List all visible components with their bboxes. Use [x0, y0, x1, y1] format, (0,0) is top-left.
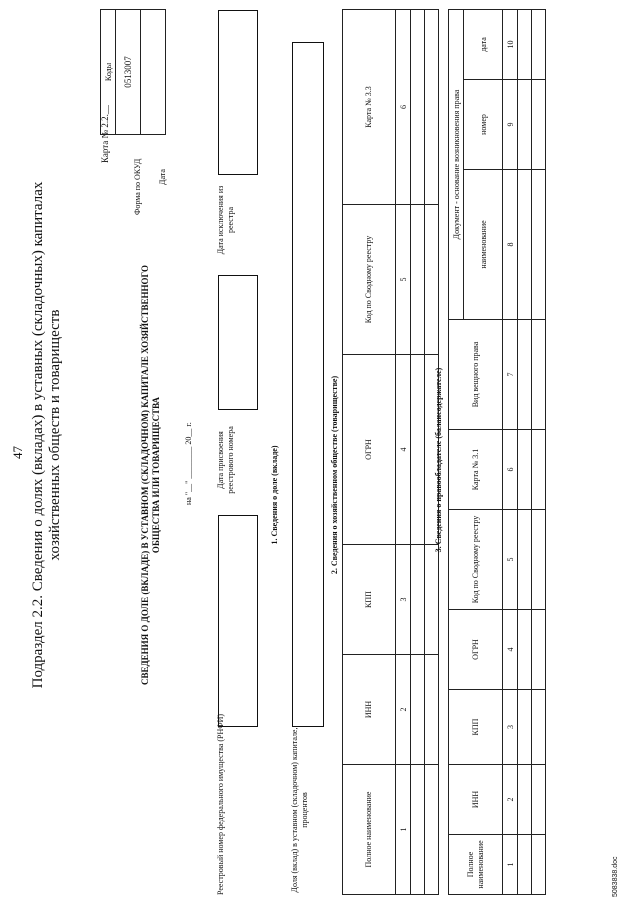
section1-title: 1. Сведения о доле (вкладе) [270, 445, 279, 545]
table-row [532, 9, 546, 894]
col-number: 9 [503, 80, 518, 170]
okud-code: 0513007 [116, 10, 141, 135]
form-title: СВЕДЕНИЯ О ДОЛЕ (ВКЛАДЕ) В УСТАВНОМ (СКЛАДОЧНОМ) КАПИТАЛЕ ХОЗЯЙСТВЕННОГО ОБЩЕСТВА ИЛИ ТОВАРИЩЕСТВА [140, 264, 162, 686]
col-ogrn: ОГРН [343, 355, 396, 545]
col-number: 6 [503, 430, 518, 510]
col-doc-name: наименование [464, 170, 503, 320]
table-row [518, 9, 532, 894]
col-number: 1 [396, 765, 411, 895]
assign-date-label: Дата присвоения реестрового номера [216, 426, 235, 494]
codes-table [100, 9, 166, 135]
holder-table [448, 9, 546, 895]
col-number: 2 [396, 655, 411, 765]
rfni-label: Реестровый номер федерального имущества (РНФИ) [216, 713, 225, 895]
rfni-field[interactable] [218, 515, 258, 727]
exclude-date-label: Дата исключения из реестра [216, 185, 235, 255]
card-label: Карта № 2.2.__ [100, 105, 110, 163]
page-number: 47 [10, 446, 25, 459]
col-registry-code: Код по Сводному реестру [449, 510, 503, 610]
col-card-3-3: Карта № 3.3 [343, 10, 396, 205]
assign-date-field[interactable] [218, 275, 258, 410]
date-line: на "__" ________ 20__ г. [184, 422, 193, 505]
col-number: 5 [503, 510, 518, 610]
col-right-type: Вид вещного права [449, 320, 503, 430]
okud-label: Форма по ОКУД [133, 158, 142, 215]
col-number: 10 [503, 9, 518, 79]
col-number: 5 [396, 205, 411, 355]
subsection-title: Подраздел 2.2. Сведения о долях (вкладах) в уставных (складочных) капиталах хозяйственных обществ и товариществ [30, 181, 63, 689]
file-name: 5083838.doc [612, 856, 619, 897]
codes-header: Коды [101, 10, 116, 135]
col-number: 6 [396, 10, 411, 205]
col-number: 3 [396, 545, 411, 655]
date-code[interactable] [141, 10, 166, 135]
col-number: 4 [503, 610, 518, 690]
section2-title: 2. Сведения о хозяйственном обществе (товариществе) [330, 375, 339, 575]
col-number: 1 [503, 835, 518, 895]
col-doc-date: дата [464, 9, 503, 79]
col-inn: ИНН [449, 765, 503, 835]
col-number: 3 [503, 690, 518, 765]
col-kpp: КПП [343, 545, 396, 655]
col-doc-number: номер [464, 80, 503, 170]
section3-title: 3. Сведения о правообладателе (балансодержателе) [434, 367, 443, 553]
company-table [342, 9, 439, 895]
col-document-group: Документ - основание возникновения права [449, 9, 464, 319]
col-ogrn: ОГРН [449, 610, 503, 690]
col-full-name: Полное наименование [449, 835, 503, 895]
col-number: 4 [396, 355, 411, 545]
share-field[interactable] [292, 42, 324, 727]
table-row [411, 10, 425, 895]
col-registry-code: Код по Сводному реестру [343, 205, 396, 355]
share-label: Доля (вклад) в уставном (складочном) капитале, процентов [290, 727, 309, 893]
col-kpp: КПП [449, 690, 503, 765]
col-full-name: Полное наименование [343, 765, 396, 895]
col-number: 7 [503, 320, 518, 430]
exclude-date-field[interactable] [218, 10, 258, 175]
col-card-3-1: Карта № 3.1 [449, 430, 503, 510]
col-number: 8 [503, 170, 518, 320]
col-inn: ИНН [343, 655, 396, 765]
date-label: Дата [158, 169, 167, 185]
col-number: 2 [503, 765, 518, 835]
